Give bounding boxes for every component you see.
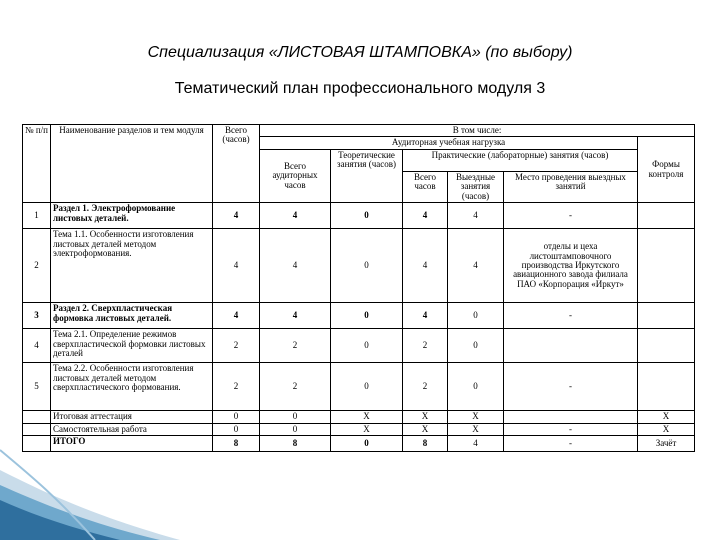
row-theory: 0 (331, 329, 403, 363)
row-pr-total: 2 (403, 329, 448, 363)
row-place (504, 411, 638, 423)
table-row (23, 303, 695, 329)
row-pr-total: X (403, 411, 448, 423)
header-name: Наименование разделов и тем модуля (51, 125, 213, 203)
row-form: Зачёт (638, 436, 695, 452)
row-place: - (504, 203, 638, 229)
row-theory: X (331, 423, 403, 435)
row-form (638, 203, 695, 229)
row-place: - (504, 436, 638, 452)
row-pr-total: 2 (403, 363, 448, 411)
table-row (23, 229, 695, 303)
row-pr-total: 8 (403, 436, 448, 452)
row-aud: 4 (260, 229, 331, 303)
row-pr-total: 4 (403, 303, 448, 329)
row-aud: 2 (260, 329, 331, 363)
row-pr-out: 0 (448, 303, 504, 329)
row-place: - (504, 303, 638, 329)
row-theory: 0 (331, 436, 403, 452)
row-aud: 8 (260, 436, 331, 452)
row-name: Итоговая аттестация (51, 411, 213, 423)
header-aud-total: Всего аудиторных часов (260, 149, 331, 202)
row-form (638, 229, 695, 303)
row-theory: 0 (331, 203, 403, 229)
row-theory: 0 (331, 303, 403, 329)
row-pr-out: 4 (448, 229, 504, 303)
row-num: 2 (23, 229, 51, 303)
row-name: Тема 1.1. Особенности изготовления листовых деталей методом электроформования. (51, 229, 213, 303)
row-total: 4 (213, 303, 260, 329)
row-total: 8 (213, 436, 260, 452)
row-place (504, 329, 638, 363)
row-form: X (638, 423, 695, 435)
row-total: 4 (213, 229, 260, 303)
plan-subtitle: Тематический план профессионального модуля 3 (174, 80, 546, 97)
table-row (23, 329, 695, 363)
row-aud: 4 (260, 303, 331, 329)
row-pr-out: X (448, 411, 504, 423)
row-pr-total: 4 (403, 203, 448, 229)
table-row (23, 411, 695, 423)
specialization-title: Специализация «ЛИСТОВАЯ ШТАМПОВКА» (по выбору) (147, 44, 573, 61)
row-form (638, 329, 695, 363)
row-total: 0 (213, 411, 260, 423)
table-row (23, 363, 695, 411)
row-aud: 0 (260, 411, 331, 423)
header-practice: Практические (лабораторные) занятия (часов) (403, 149, 638, 171)
row-name: Раздел 1. Электроформование листовых деталей. (51, 203, 213, 229)
row-form (638, 363, 695, 411)
row-name: Тема 2.1. Определение режимов сверхпластической формовки листовых деталей (51, 329, 213, 363)
header-pr-total: Всего часов (403, 171, 448, 202)
row-aud: 2 (260, 363, 331, 411)
row-theory: 0 (331, 363, 403, 411)
row-total: 2 (213, 363, 260, 411)
row-num (23, 411, 51, 423)
header-num: № п/п (23, 125, 51, 203)
row-theory: 0 (331, 229, 403, 303)
row-aud: 4 (260, 203, 331, 229)
row-place: отделы и цеха листоштамповочного производства Иркутского авиационного завода филиала ПАО «Корпорация «Иркут» (504, 229, 638, 303)
row-pr-out: 4 (448, 436, 504, 452)
row-pr-out: X (448, 423, 504, 435)
row-total: 2 (213, 329, 260, 363)
header-pr-out: Выездные занятия (часов) (448, 171, 504, 202)
row-name: ИТОГО (51, 436, 213, 452)
row-pr-total: 4 (403, 229, 448, 303)
row-total: 0 (213, 423, 260, 435)
header-theory: Теоретические занятия (часов) (331, 149, 403, 202)
row-name: Самостоятельная работа (51, 423, 213, 435)
row-place: - (504, 423, 638, 435)
row-num: 3 (23, 303, 51, 329)
row-place: - (504, 363, 638, 411)
row-name: Раздел 2. Сверхпластическая формовка листовых деталей. (51, 303, 213, 329)
header-incl: В том числе: (260, 125, 695, 137)
header-total: Всего (часов) (213, 125, 260, 203)
row-num: 1 (23, 203, 51, 229)
row-name: Тема 2.2. Особенности изготовления листовых деталей методом сверхпластического формования. (51, 363, 213, 411)
row-pr-total: X (403, 423, 448, 435)
thematic-plan-table (22, 124, 695, 452)
row-num: 4 (23, 329, 51, 363)
corner-swoosh-decoration (0, 430, 180, 540)
header-aud: Аудиторная учебная нагрузка (260, 137, 638, 149)
row-pr-out: 0 (448, 363, 504, 411)
row-form (638, 303, 695, 329)
row-aud: 0 (260, 423, 331, 435)
header-forms: Формы контроля (638, 137, 695, 203)
row-pr-out: 0 (448, 329, 504, 363)
row-total: 4 (213, 203, 260, 229)
header-pr-place: Место проведения выездных занятий (504, 171, 638, 202)
table-row (23, 203, 695, 229)
row-theory: X (331, 411, 403, 423)
row-form: X (638, 411, 695, 423)
row-pr-out: 4 (448, 203, 504, 229)
row-num: 5 (23, 363, 51, 411)
